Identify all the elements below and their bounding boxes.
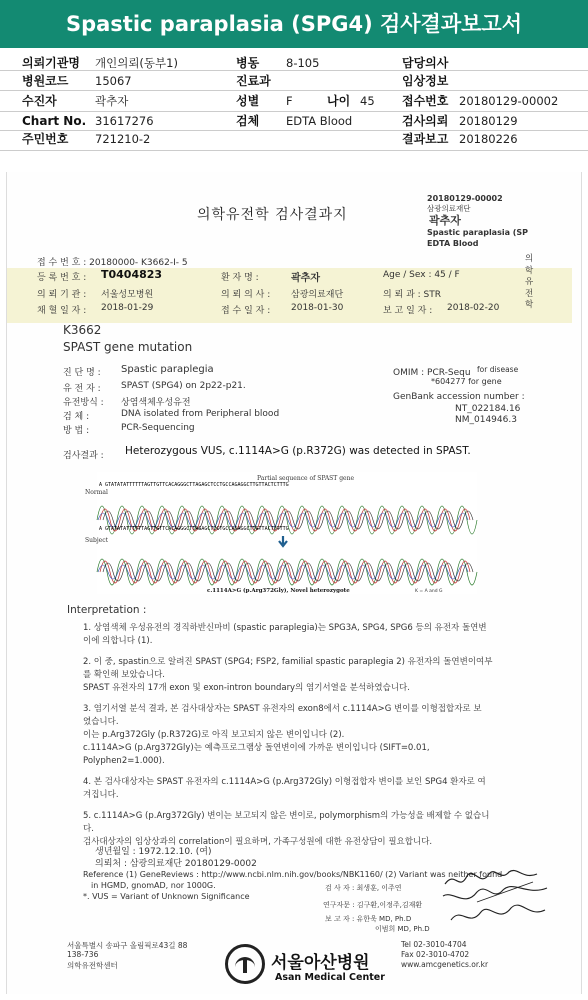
omim-gene: *604277 for gene [431,377,502,386]
address-line-2: 138-736 [67,950,99,959]
fax: Fax 02-3010-4702 [401,950,470,959]
label-clinical-info: 임상정보 [402,74,449,88]
label-institution: 의 뢰 기 관 : [37,290,87,300]
interp-3d: c.1114A>G (p.Arg372Gly)는 예측프로그램상 돌연변이에 가까운 변이입니다 (SIFT=0.01, [83,743,430,753]
header-divider [0,111,588,112]
hospital-name-english: Asan Medical Center [275,972,385,983]
highlight-band [7,268,572,323]
figure-corner-note: K = A and G [415,589,443,594]
vus-footnote: *. VUS = Variant of Unknown Significance [83,892,250,901]
figure-title: Partial sequence of SPAST gene [257,475,355,482]
requester: 의뢰처 : 삼광의료재단 20180129-0002 [95,859,257,869]
genbank-nt: NT_022184.16 [455,404,521,414]
address-line-1: 서울특별시 송파구 올림픽로43길 88 [67,941,188,950]
sequence-chromatogram [85,472,477,594]
value-physician: 삼광의료재단 [291,290,344,300]
value-inheritance: 상염색체우성유전 [121,398,191,408]
value-chart-no: 31617276 [95,114,154,128]
omim-label: OMIM : PCR-Sequ [393,368,471,378]
reporter-2: 이범희 MD, Ph.D [375,925,430,933]
label-request-date: 검사의뢰 [402,114,449,128]
label-doctor: 담당의사 [402,56,449,70]
stamp-org: 삼광의료재단 [427,204,471,213]
value-resident-no: 721210-2 [95,132,151,146]
interp-3: 3. 염기서열 분석 결과, 본 검사대상자는 SPAST 유전자의 exon8에서 c.1114A>G 변이를 이형접합자로 보 [83,704,482,714]
value-institution: 서울성모병원 [101,290,154,300]
interp-3b: 였습니다. [83,717,119,727]
label-method: 방 법 : [63,426,90,436]
label-patient-name: 환 자 명 : [221,273,259,283]
test-code: K3662 [63,323,102,337]
label-sex: 성별 [236,94,260,108]
interp-2: 2. 이 중, spastin으로 알려진 SPAST (SPG4; FSP2, familial spastic paraplegia 2) 유전자의 돌연변이여부 [83,657,493,667]
label-collection-date: 채 혈 일 자 : [37,306,87,316]
figure-caption: c.1114A>G (p.Arg372Gly), Novel heterozygote [207,588,350,594]
date-of-birth: 생년월일 : 1972.12.10. (여) [95,847,212,857]
signature-image [437,862,557,932]
label-chart-no: Chart No. [22,114,87,128]
value-specimen: DNA isolated from Peripheral blood [121,409,280,419]
interp-5: 5. c.1114A>G (p.Arg372Gly) 변이는 보고되지 않은 변이로, polymorphism의 가능성을 배제할 수 없습니 [83,811,490,821]
genbank-label: GenBank accession number : [393,392,525,402]
subject-label: Subject [85,537,108,544]
normal-label: Normal [85,489,108,496]
normal-sequence: A GTATATATTTTTTAGTTGTTCACAGGGCTTAGAGCTCCTGCCAGAGGCTTGTTACTCTTTG [99,482,289,488]
stamp-specimen: EDTA Blood [427,239,479,248]
label-patient: 수진자 [22,94,57,108]
report-title: 의학유전학 검사결과지 [197,207,348,223]
website-link[interactable]: www.amcgenetics.or.kr [401,960,489,969]
banner-title: Spastic paraplasia (SPG4) 검사결과보고서 [65,12,522,36]
value-collection-date: 2018-01-29 [101,303,154,313]
value-method: PCR-Sequencing [121,423,195,433]
examiner: 검 사 자 : 최생훈, 이주연 [325,884,402,892]
value-received-date: 2018-01-30 [291,303,344,313]
accession-line: 접 수 번 호 : 20180000- K3662-I- 5 [37,258,188,268]
value-accession: 20180129-00002 [459,94,559,108]
interp-4: 4. 본 검사대상자는 SPAST 유전자의 c.1114A>G (p.Arg372Gly) 이형접합자 변이를 보인 SPG4 환자로 여 [83,777,486,787]
label-physician: 의 뢰 의 사 : [221,290,271,300]
label-reported-date: 보 고 일 자 : [383,306,433,316]
address-line-3: 의학유전학센터 [67,961,118,970]
report-banner [0,0,588,48]
subject-sequence: A GTATATATTTTTTAGTTGTTCACAGGGCTTAGAGCTCCTGCCAGAGGCTTGTTACTCTTTG [99,526,289,532]
interp-1: 1. 상염색체 우성유전의 경직하반신마비 (spastic paraplegia)는 SPG3A, SPG4, SPG6 등의 유전자 돌연변 [83,623,487,633]
label-diagnosis: 진 단 명 : [63,368,101,378]
interpretation-body [83,622,492,849]
label-registration: 등 록 번 호 : [37,273,87,283]
label-hospital-code: 병원코드 [22,74,69,88]
chromatogram-svg [85,472,477,594]
department: 의 뢰 과 : STR [383,290,442,300]
gene-heading: SPAST gene mutation [63,340,193,354]
stamp-number: 20180129-00002 [427,194,503,203]
value-ward: 8-105 [286,56,320,70]
value-specimen: EDTA Blood [286,114,353,128]
hospital-name-korean: 서울아산병원 [271,953,370,973]
label-inheritance: 유전방식 : [63,398,104,408]
value-result: Heterozygous VUS, c.1114A>G (p.R372G) was detected in SPAST. [125,445,471,457]
label-specimen: 검 체 : [63,412,90,422]
interp-2b: 를 확인해 보았습니다. [83,670,166,680]
header-divider [0,90,588,91]
label-gene: 유 전 자 : [63,384,101,394]
value-patient-name: 곽추자 [291,273,320,284]
label-age: 나이 [327,94,351,108]
header-divider [0,150,588,151]
value-patient: 곽추자 [95,94,129,108]
value-diagnosis: Spastic paraplegia [121,364,214,375]
interp-1b: 이에 의합니다 (1). [83,636,153,646]
value-age: 45 [360,94,375,108]
interp-5c: 검사대상자의 임상상과의 correlation이 필요하며, 가족구성원에 대한 유전상담이 필요합니다. [83,837,433,847]
age-sex: Age / Sex : 45 / F [383,270,460,280]
label-institution: 의뢰기관명 [22,56,80,70]
value-request-date: 20180129 [459,114,518,128]
reference-1: Reference (1) GeneReviews : http://www.ncbi.nlm.nih.gov/books/NBK1160/ (2) Variant was neither found [83,870,503,879]
hospital-logo-icon [225,944,265,984]
reference-2: in HGMD, gnomAD, nor 1000G. [91,881,216,890]
interp-5b: 다. [83,824,94,834]
interp-3e: Polyphen2=1.000). [83,756,165,766]
label-ward: 병동 [236,56,260,70]
value-gene: SPAST (SPG4) on 2p22-p21. [121,381,246,391]
reporter: 보 고 자 : 유한욱 MD, Ph.D [325,915,412,923]
label-department: 진료과 [236,74,271,88]
label-result: 검사결과 : [63,451,104,461]
scanned-report [6,172,582,994]
value-report-date: 20180226 [459,132,518,146]
side-label: 의 학 유 전 학 [525,254,534,310]
label-accession: 접수번호 [402,94,449,108]
label-resident-no: 주민번호 [22,132,69,146]
header-divider [0,130,588,131]
omim-disease: for disease [477,365,519,374]
value-institution: 개인의뢰(동부1) [95,56,178,70]
interp-2c: SPAST 유전자의 17개 exon 및 exon-intron boundary의 염기서열을 분석하였습니다. [83,683,410,693]
stamp-name: 곽추자 [429,214,461,227]
genbank-nm: NM_014946.3 [455,415,517,425]
label-received-date: 접 수 일 자 : [221,306,271,316]
stamp-test: Spastic paraplasia (SP [427,228,529,237]
value-hospital-code: 15067 [95,74,132,88]
value-registration: T0404823 [101,268,163,281]
advisors: 연구자문 : 김구환,이정주,김재환 [323,901,423,909]
label-report-date: 결과보고 [402,132,449,146]
label-specimen: 검체 [236,114,260,128]
telephone: Tel 02-3010-4704 [401,940,467,949]
value-reported-date: 2018-02-20 [447,303,500,313]
interp-4b: 겨집니다. [83,790,119,800]
variant-arrow-icon [279,536,287,546]
value-sex: F [286,94,293,108]
interpretation-title: Interpretation : [67,604,147,616]
interp-3c: 이는 p.Arg372Gly (p.R372G)로 아직 보고되지 않은 변이입니다 (2). [83,730,345,740]
header-divider [0,70,588,71]
